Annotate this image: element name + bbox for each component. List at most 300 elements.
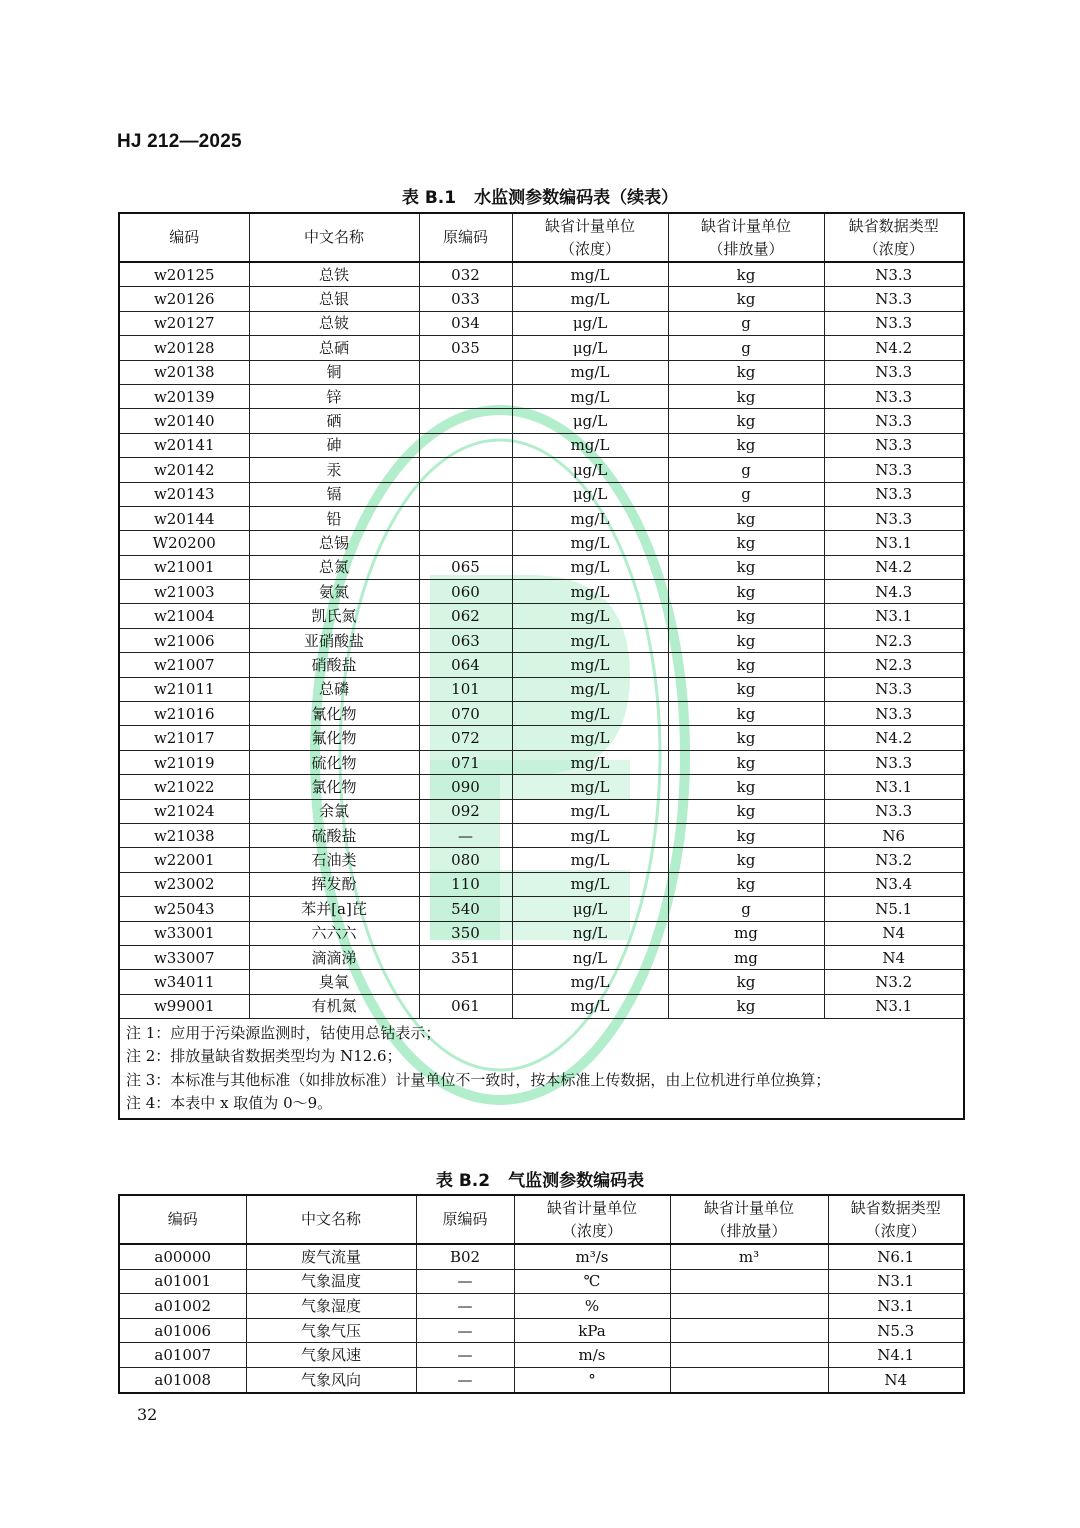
table-b1-cell: mg [668, 921, 824, 945]
table-b1-cell: N5.1 [824, 897, 964, 921]
table-b2-cell: 气象风向 [246, 1367, 416, 1392]
table-b1-cell: w20128 [119, 336, 249, 360]
table-b1-header-text: （浓度） [863, 239, 924, 258]
table-b1-cell: w25043 [119, 897, 249, 921]
table-b1-cell: 035 [419, 336, 512, 360]
table-b1-row [119, 311, 964, 335]
table-b1-cell: w20138 [119, 360, 249, 384]
table-b1-cell: 硫化物 [249, 750, 419, 774]
table-b1-row [119, 482, 964, 506]
table-b1-cell: mg/L [512, 360, 668, 384]
table-b2-cell: N4.1 [828, 1343, 964, 1368]
table-b1-cell: mg/L [512, 726, 668, 750]
table-b1-cell: 臭氧 [249, 970, 419, 994]
table-b1-row [119, 555, 964, 579]
table-b1-header-text: 缺省数据类型 [848, 216, 939, 235]
table-b1-row [119, 628, 964, 652]
table-b2-header-text: （排放量） [711, 1221, 787, 1240]
table-b1-row [119, 531, 964, 555]
table-b1-cell: kg [668, 604, 824, 628]
table-b1-row [119, 653, 964, 677]
table-b1-cell: kg [668, 726, 824, 750]
table-b1-cell [419, 531, 512, 555]
table-b1-cell: kg [668, 287, 824, 311]
table-b1-cell: g [668, 311, 824, 335]
table-b1-cell: w20125 [119, 262, 249, 287]
table-b2-cell: a01002 [119, 1294, 246, 1319]
table-b2-row [119, 1367, 964, 1392]
table-b1-cell: 351 [419, 945, 512, 969]
gas-parameter-table [118, 1194, 965, 1394]
table-b1-cell: w21003 [119, 580, 249, 604]
table-b1-cell: N4.2 [824, 336, 964, 360]
table-b2-header-cell [416, 1195, 514, 1244]
table-b1-cell: N3.3 [824, 409, 964, 433]
table-b1-cell: 总铍 [249, 311, 419, 335]
table-b1-row [119, 726, 964, 750]
table-b1-cell: 033 [419, 287, 512, 311]
table-b1-cell: 铜 [249, 360, 419, 384]
table-b2-cell: a01007 [119, 1343, 246, 1368]
table-b1-cell: w20142 [119, 458, 249, 482]
table-b2-cell: N3.1 [828, 1269, 964, 1294]
table-b1-cell: mg/L [512, 848, 668, 872]
table-b1-cell: mg/L [512, 628, 668, 652]
table-b1-cell: 070 [419, 702, 512, 726]
table-b1-row [119, 702, 964, 726]
table-b1-cell: N3.3 [824, 702, 964, 726]
table-b1-cell: w20127 [119, 311, 249, 335]
table-b1-cell: 苯并[a]芘 [249, 897, 419, 921]
table-b1-cell: w20140 [119, 409, 249, 433]
table-b1-cell: kg [668, 433, 824, 457]
table-b1-cell: w34011 [119, 970, 249, 994]
table-b1-cell: mg/L [512, 555, 668, 579]
table-b2-cell: — [416, 1318, 514, 1343]
table-b1-cell: g [668, 336, 824, 360]
table-b2-header-text: （浓度） [561, 1221, 622, 1240]
table-b1-cell: w33007 [119, 945, 249, 969]
table-b1-cell: N3.1 [824, 604, 964, 628]
table-b1-cell [419, 970, 512, 994]
table-b2-cell: a01008 [119, 1367, 246, 1392]
table-b1-cell: 034 [419, 311, 512, 335]
table-b1-cell: w21006 [119, 628, 249, 652]
table-b2-cell: % [514, 1294, 670, 1319]
table-b1-row [119, 458, 964, 482]
table-b1-cell: mg [668, 945, 824, 969]
table-b1-cell [419, 360, 512, 384]
table-b2-header-text: 中文名称 [300, 1210, 361, 1228]
table-b1-cell: kg [668, 823, 824, 847]
table-b1-cell: 总锡 [249, 531, 419, 555]
table-b1-cell: 540 [419, 897, 512, 921]
table-b1-cell: 滴滴涕 [249, 945, 419, 969]
table-b2-cell: 气象湿度 [246, 1294, 416, 1319]
table-b2-header-cell [828, 1195, 964, 1244]
table-b2-caption [0, 1166, 1080, 1191]
table-b1-row [119, 848, 964, 872]
table-b1-cell: w21001 [119, 555, 249, 579]
table-b1-cell: kg [668, 799, 824, 823]
table-b2-cell: m³/s [514, 1244, 670, 1269]
table-b2-cell: — [416, 1343, 514, 1368]
table-b2-row [119, 1294, 964, 1319]
table-b1-row [119, 823, 964, 847]
table-b1-cell: 072 [419, 726, 512, 750]
table-b1-row [119, 506, 964, 530]
table-b1-cell: w20141 [119, 433, 249, 457]
table-b1-row [119, 677, 964, 701]
table-b1-cell: kg [668, 872, 824, 896]
table-b1-cell: μg/L [512, 897, 668, 921]
table-b1-header-cell [249, 213, 419, 262]
table-b2-header-cell [246, 1195, 416, 1244]
table-b1-cell: 071 [419, 750, 512, 774]
table-b1-cell: g [668, 482, 824, 506]
table-b2-cell: m/s [514, 1343, 670, 1368]
table-b1-cell: kg [668, 994, 824, 1018]
table-b2-cell [670, 1269, 828, 1294]
table-b2-cell [670, 1367, 828, 1392]
table-b1-cell: kg [668, 531, 824, 555]
table-b1-cell: N3.3 [824, 384, 964, 408]
table-b1-cell: mg/L [512, 750, 668, 774]
table-b1-cell: 060 [419, 580, 512, 604]
table-b1-cell [419, 409, 512, 433]
table-b2-cell: 气象风速 [246, 1343, 416, 1368]
table-b1-row [119, 384, 964, 408]
table-b1-cell: w21019 [119, 750, 249, 774]
table-b1-cell: N4.2 [824, 555, 964, 579]
table-b1-number: 表 B.1 [401, 188, 457, 208]
table-b1-cell: N3.3 [824, 287, 964, 311]
table-b2-cell: kPa [514, 1318, 670, 1343]
table-b1-cell: 092 [419, 799, 512, 823]
table-b1-cell: μg/L [512, 482, 668, 506]
table-b2-title: 气监测参数编码表 [508, 1171, 645, 1191]
table-b1-cell: kg [668, 628, 824, 652]
table-b1-cell: kg [668, 775, 824, 799]
table-b1-cell: 六六六 [249, 921, 419, 945]
table-b1-cell: N3.3 [824, 750, 964, 774]
table-b1-cell: w20143 [119, 482, 249, 506]
table-b2-cell: N6.1 [828, 1244, 964, 1269]
table-b2-header-text: 原编码 [442, 1210, 488, 1228]
table-b2-cell: — [416, 1294, 514, 1319]
table-b1-cell: mg/L [512, 262, 668, 287]
table-b1-cell: N3.2 [824, 970, 964, 994]
table-b1-cell: N4 [824, 945, 964, 969]
table-b1-cell: mg/L [512, 799, 668, 823]
table-b2-header-cell [670, 1195, 828, 1244]
table-b1-row [119, 775, 964, 799]
table-b1-header-text: 编码 [169, 228, 200, 246]
table-b1-cell: 余氯 [249, 799, 419, 823]
table-b2-header-text: 缺省数据类型 [850, 1198, 941, 1217]
table-b1-cell: kg [668, 262, 824, 287]
table-b1-row [119, 580, 964, 604]
table-b1-cell: 镉 [249, 482, 419, 506]
table-b1-cell: kg [668, 653, 824, 677]
table-b1-cell: w22001 [119, 848, 249, 872]
table-b1-cell: 有机氮 [249, 994, 419, 1018]
table-b1-cell: mg/L [512, 433, 668, 457]
table-b1-cell [419, 506, 512, 530]
table-b1-cell [419, 458, 512, 482]
table-b1-cell: N3.1 [824, 775, 964, 799]
table-b2-cell: 气象温度 [246, 1269, 416, 1294]
table-b1-row [119, 604, 964, 628]
table-b1-header-text: （浓度） [559, 239, 620, 258]
table-b2-cell: a00000 [119, 1244, 246, 1269]
table-b2-cell: ℃ [514, 1269, 670, 1294]
table-b1-cell: 凯氏氮 [249, 604, 419, 628]
table-b1-cell: 063 [419, 628, 512, 652]
table-b1-cell: w33001 [119, 921, 249, 945]
table-b1-cell: N3.3 [824, 433, 964, 457]
table-b1-cell: w21024 [119, 799, 249, 823]
table-b2-cell: a01006 [119, 1318, 246, 1343]
table-b2-cell: B02 [416, 1244, 514, 1269]
table-b1-cell: N2.3 [824, 653, 964, 677]
table-b1-cell: 氯化物 [249, 775, 419, 799]
table-b1-row [119, 336, 964, 360]
table-b1-cell [419, 482, 512, 506]
table-b1-cell: 硒 [249, 409, 419, 433]
table-b1-cell [419, 384, 512, 408]
table-b2-header-cell [514, 1195, 670, 1244]
table-b1-cell: w21011 [119, 677, 249, 701]
table-b1-cell: N3.1 [824, 531, 964, 555]
table-b1-cell: 总银 [249, 287, 419, 311]
table-b2-cell [670, 1318, 828, 1343]
table-b1-cell: 石油类 [249, 848, 419, 872]
table-b1-cell: N3.3 [824, 458, 964, 482]
table-b2-cell [670, 1343, 828, 1368]
table-b1-cell: mg/L [512, 775, 668, 799]
table-b1-cell: kg [668, 409, 824, 433]
table-b1-row [119, 872, 964, 896]
water-parameter-table [118, 212, 965, 1120]
table-b1-cell: w21007 [119, 653, 249, 677]
table-b2-header-text: （浓度） [865, 1221, 926, 1240]
table-b1-cell: μg/L [512, 409, 668, 433]
table-b1-cell: — [419, 823, 512, 847]
table-b1-cell: 汞 [249, 458, 419, 482]
table-b1-cell: w23002 [119, 872, 249, 896]
table-b1-cell: w99001 [119, 994, 249, 1018]
table-b1-cell: mg/L [512, 823, 668, 847]
table-b1-row [119, 799, 964, 823]
table-b1-cell: w21016 [119, 702, 249, 726]
table-b1-cell: g [668, 897, 824, 921]
table-b1-row [119, 360, 964, 384]
table-b1-cell: N4.2 [824, 726, 964, 750]
table-b1-cell: ng/L [512, 921, 668, 945]
table-b1-header-cell [119, 213, 249, 262]
table-b1-cell: g [668, 458, 824, 482]
table-b1-cell: mg/L [512, 970, 668, 994]
table-b1-header-cell [668, 213, 824, 262]
table-b1-header-text: 中文名称 [303, 228, 364, 246]
table-b1-cell: N4 [824, 921, 964, 945]
table-b1-cell: mg/L [512, 604, 668, 628]
table-b1-cell: mg/L [512, 677, 668, 701]
table-b1-cell: w21017 [119, 726, 249, 750]
table-b2-cell: — [416, 1269, 514, 1294]
table-b1-cell: w20139 [119, 384, 249, 408]
table-b2-cell: 气象气压 [246, 1318, 416, 1343]
table-b1-cell: 110 [419, 872, 512, 896]
table-b1-cell: N2.3 [824, 628, 964, 652]
table-b1-row [119, 970, 964, 994]
table-b1-cell: N3.3 [824, 799, 964, 823]
table-b2-cell: m³ [670, 1244, 828, 1269]
table-b1-cell: N3.3 [824, 677, 964, 701]
table-b1-cell: 总硒 [249, 336, 419, 360]
table-b1-header-cell [824, 213, 964, 262]
table-b1-header-text: 缺省计量单位 [544, 216, 635, 235]
table-b1-cell: μg/L [512, 336, 668, 360]
table-b1-cell: 101 [419, 677, 512, 701]
table-b1-caption [0, 183, 1080, 208]
table-b1-header-text: 原编码 [442, 228, 488, 246]
table-b1-cell: 032 [419, 262, 512, 287]
table-b1-cell: w21004 [119, 604, 249, 628]
table-b1-cell: 065 [419, 555, 512, 579]
table-b1-header-text: （排放量） [708, 239, 784, 258]
table-b1-cell [419, 433, 512, 457]
table-b2-cell: N3.1 [828, 1294, 964, 1319]
table-b1-cell: mg/L [512, 994, 668, 1018]
table-b2-row [119, 1269, 964, 1294]
table-b1-cell: kg [668, 848, 824, 872]
table-b1-cell: N3.4 [824, 872, 964, 896]
table-b1-cell: N6 [824, 823, 964, 847]
table-b1-cell: 氰化物 [249, 702, 419, 726]
table-b1-title: 水监测参数编码表（续表） [474, 188, 679, 208]
table-b1-cell: N3.2 [824, 848, 964, 872]
table-b1-header-text: 缺省计量单位 [700, 216, 791, 235]
table-b2-cell: N4 [828, 1367, 964, 1392]
table-b1-cell: mg/L [512, 506, 668, 530]
table-b1-cell: 硝酸盐 [249, 653, 419, 677]
table-b1-cell: kg [668, 555, 824, 579]
table-b1-row [119, 921, 964, 945]
document-id: HJ 212—2025 [117, 131, 242, 152]
table-b1-cell: mg/L [512, 287, 668, 311]
table-b2-cell: — [416, 1367, 514, 1392]
table-b1-cell: mg/L [512, 531, 668, 555]
table-b2-cell [670, 1294, 828, 1319]
table-b1-note: 注 1：应用于污染源监测时，钴使用总钴表示； [126, 1024, 441, 1043]
table-b2-number: 表 B.2 [435, 1171, 491, 1191]
table-b1-cell: N4.3 [824, 580, 964, 604]
table-b1-cell: μg/L [512, 458, 668, 482]
table-b1-header-cell [419, 213, 512, 262]
table-b1-row [119, 994, 964, 1018]
table-b2-cell: 废气流量 [246, 1244, 416, 1269]
table-b1-cell: kg [668, 677, 824, 701]
table-b1-row [119, 897, 964, 921]
table-b1-cell: kg [668, 506, 824, 530]
table-b1-cell: ng/L [512, 945, 668, 969]
table-b2-cell: N5.3 [828, 1318, 964, 1343]
table-b1-cell: N3.1 [824, 994, 964, 1018]
table-b1-row [119, 433, 964, 457]
table-b1-row [119, 287, 964, 311]
table-b1-cell: kg [668, 970, 824, 994]
table-b1-cell: w20144 [119, 506, 249, 530]
table-b1-cell: w21038 [119, 823, 249, 847]
table-b1-cell: 061 [419, 994, 512, 1018]
table-b1-cell: N3.3 [824, 360, 964, 384]
table-b1-note: 注 3：本标准与其他标准（如排放标准）计量单位不一致时，按本标准上传数据，由上位机进行单位换算； [126, 1070, 831, 1089]
table-b1-cell: 总磷 [249, 677, 419, 701]
page-number: 32 [137, 1405, 158, 1424]
table-b1-row [119, 262, 964, 287]
table-b1-cell: N3.3 [824, 262, 964, 287]
table-b1-cell: kg [668, 580, 824, 604]
table-b1-cell: 锌 [249, 384, 419, 408]
table-b2-header-text: 缺省计量单位 [703, 1198, 794, 1217]
table-b1-notes [119, 1019, 964, 1119]
table-b2-header-text: 缺省计量单位 [546, 1198, 637, 1217]
table-b2-cell: ° [514, 1367, 670, 1392]
table-b1-cell: kg [668, 384, 824, 408]
table-b1-cell: mg/L [512, 653, 668, 677]
table-b1-cell: 氟化物 [249, 726, 419, 750]
table-b1-cell: mg/L [512, 384, 668, 408]
table-b1-row [119, 409, 964, 433]
table-b1-cell: kg [668, 360, 824, 384]
table-b2-row [119, 1343, 964, 1368]
table-b2-row [119, 1318, 964, 1343]
table-b1-cell: 硫酸盐 [249, 823, 419, 847]
table-b1-note: 注 4：本表中 x 取值为 0～9。 [126, 1093, 333, 1112]
table-b1-cell: 铅 [249, 506, 419, 530]
table-b1-cell: 挥发酚 [249, 872, 419, 896]
table-b2-header-cell [119, 1195, 246, 1244]
table-b1-cell: μg/L [512, 311, 668, 335]
table-b1-cell: 总铁 [249, 262, 419, 287]
table-b1-cell: W20200 [119, 531, 249, 555]
table-b1-row [119, 945, 964, 969]
table-b2-row [119, 1244, 964, 1269]
table-b1-cell: 090 [419, 775, 512, 799]
table-b1-header-cell [512, 213, 668, 262]
table-b1-cell: 062 [419, 604, 512, 628]
table-b1-cell: 砷 [249, 433, 419, 457]
table-b1-cell: w21022 [119, 775, 249, 799]
table-b1-cell: N3.3 [824, 482, 964, 506]
table-b1-cell: N3.3 [824, 506, 964, 530]
table-b1-cell: N3.3 [824, 311, 964, 335]
table-b1-cell: 总氮 [249, 555, 419, 579]
table-b1-cell: 350 [419, 921, 512, 945]
table-b1-cell: mg/L [512, 580, 668, 604]
table-b1-cell: kg [668, 702, 824, 726]
table-b1-cell: kg [668, 750, 824, 774]
table-b2-header-text: 编码 [167, 1210, 198, 1228]
table-b1-cell: 080 [419, 848, 512, 872]
table-b1-cell: w20126 [119, 287, 249, 311]
table-b1-note: 注 2：排放量缺省数据类型均为 N12.6； [126, 1047, 402, 1066]
table-b1-cell: 氨氮 [249, 580, 419, 604]
table-b1-cell: mg/L [512, 702, 668, 726]
table-b1-cell: 亚硝酸盐 [249, 628, 419, 652]
